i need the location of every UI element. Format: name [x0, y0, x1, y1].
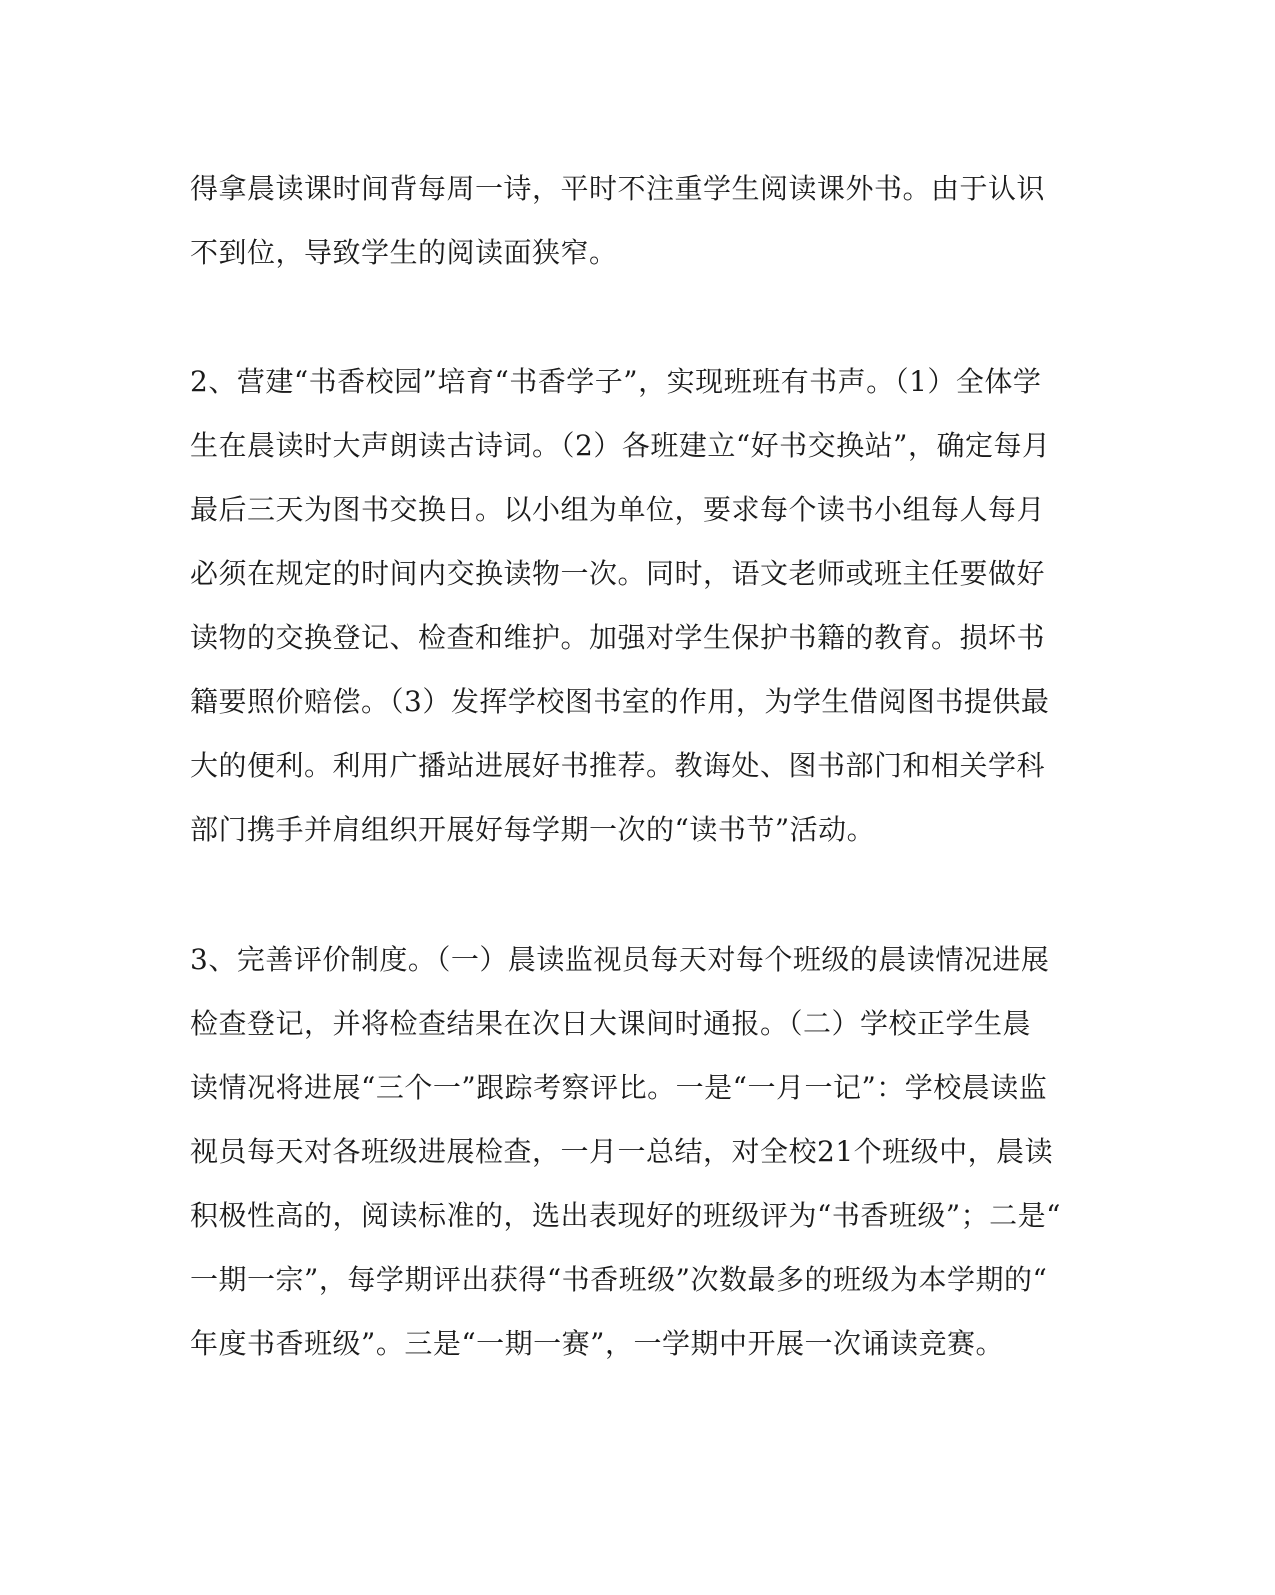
paragraph-line: 2、营建“书香校园”培育“书香学子”，实现班班有书声。（1）全体学	[190, 365, 1042, 398]
paragraph-line: 检查登记，并将检查结果在次日大课间时通报。（二）学校正学生晨	[190, 1007, 1032, 1040]
paragraph-line: 读情况将进展“三个一”跟踪考察评比。一是“一月一记”：学校晨读监	[190, 1071, 1048, 1104]
paragraph-line: 大的便利。利用广播站进展好书推荐。教诲处、图书部门和相关学科	[190, 749, 1046, 782]
paragraph-line: 不到位，导致学生的阅读面狭窄。	[190, 236, 618, 269]
paragraph-line: 部门携手并肩组织开展好每学期一次的“读书节”活动。	[190, 813, 876, 846]
paragraph-line: 积极性高的，阅读标准的，选出表现好的班级评为“书香班级”；二是“	[190, 1199, 1061, 1232]
paragraph-line: 一期一宗”，每学期评出获得“书香班级”次数最多的班级为本学期的“	[190, 1263, 1048, 1296]
paragraph-line: 读物的交换登记、检查和维护。加强对学生保护书籍的教育。损坏书	[190, 621, 1046, 654]
paragraph-line: 必须在规定的时间内交换读物一次。同时，语文老师或班主任要做好	[190, 557, 1046, 590]
paragraph-line: 生在晨读时大声朗读古诗词。（2）各班建立“好书交换站”，确定每月	[190, 429, 1051, 462]
paragraph-evaluation-system	[190, 928, 1070, 1376]
paragraph-line: 视员每天对各班级进展检查，一月一总结，对全校21个班级中，晨读	[190, 1135, 1054, 1168]
paragraph-line: 籍要照价赔偿。（3）发挥学校图书室的作用，为学生借阅图书提供最	[190, 685, 1050, 718]
paragraph-line: 最后三天为图书交换日。以小组为单位，要求每个读书小组每人每月	[190, 493, 1046, 526]
paragraph-line: 年度书香班级”。三是“一期一赛”，一学期中开展一次诵读竞赛。	[190, 1327, 1004, 1360]
paragraph-line: 3、完善评价制度。（一）晨读监视员每天对每个班级的晨读情况进展	[190, 943, 1050, 976]
paragraph-line: 得拿晨读课时间背每周一诗，平时不注重学生阅读课外书。由于认识	[190, 172, 1046, 205]
paragraph-scholarly-campus	[190, 350, 1070, 862]
paragraph-reading-problem	[190, 157, 1070, 285]
